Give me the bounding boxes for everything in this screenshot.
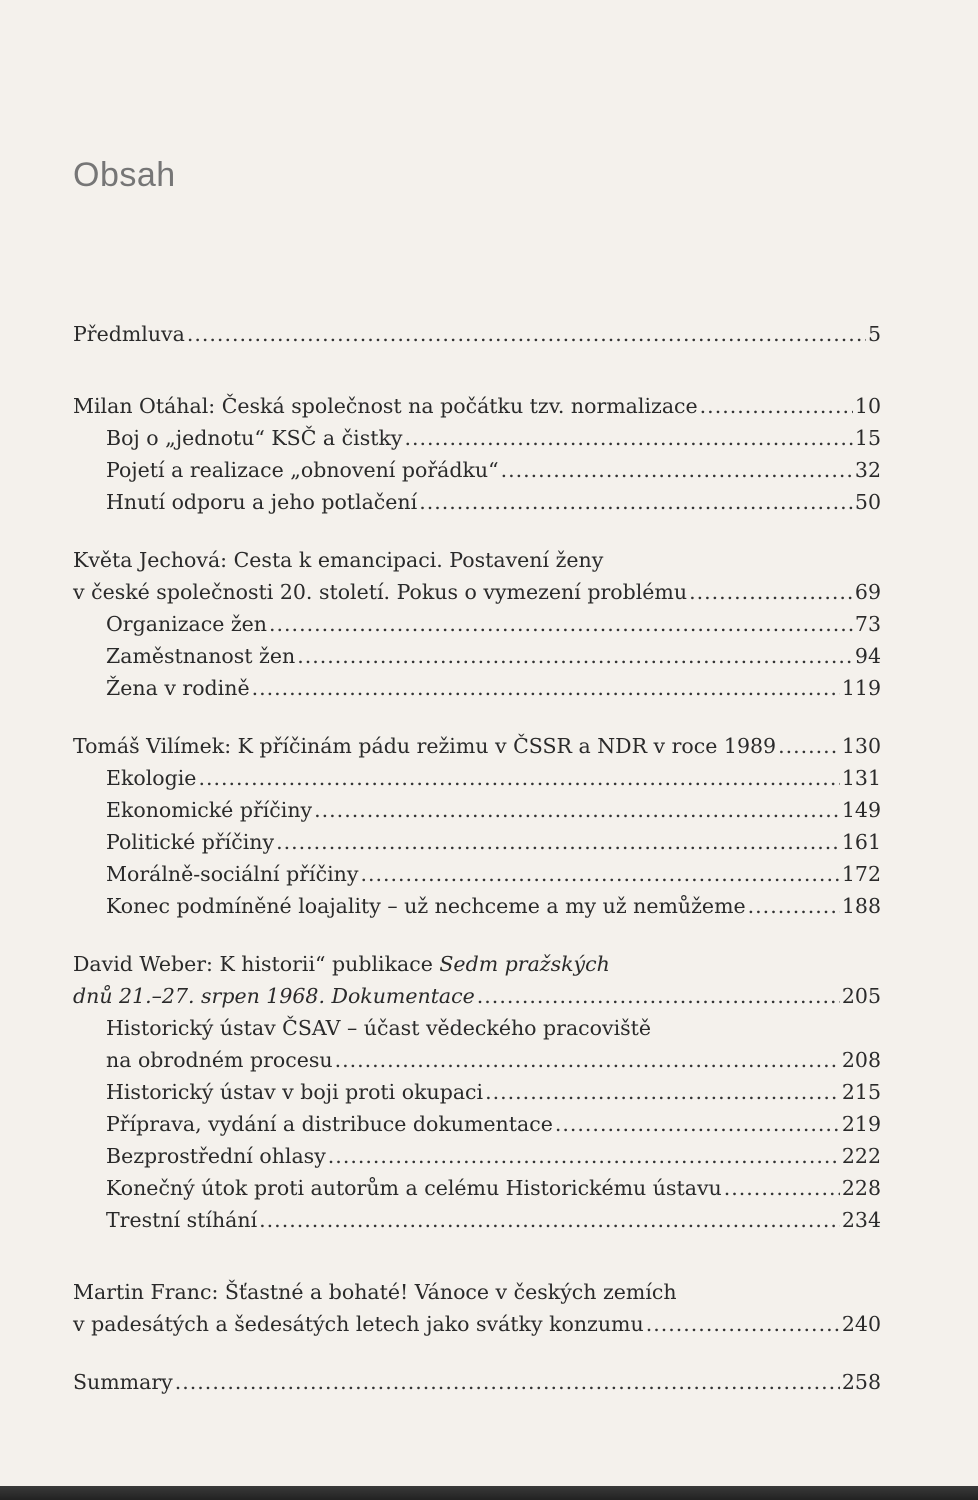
entry-title: Žena v rodině (106, 676, 250, 700)
dot-leader (269, 608, 853, 640)
toc-subentry[interactable] (73, 1204, 881, 1236)
entry-page: 73 (854, 612, 881, 636)
entry-page: 208 (841, 1048, 881, 1072)
dot-leader (314, 794, 840, 826)
entry-title: Boj o „jednotu“ KSČ a čistky (106, 426, 403, 450)
entry-page: 5 (867, 322, 881, 346)
entry-page: 234 (841, 1208, 881, 1232)
dot-leader (485, 1076, 840, 1108)
entry-title: Summary (73, 1370, 173, 1394)
entry-page: 69 (854, 580, 881, 604)
dot-leader (689, 576, 853, 608)
dot-leader (748, 890, 840, 922)
entry-page: 32 (854, 458, 881, 482)
dot-leader (175, 1366, 840, 1398)
entry-title-line[interactable]: Martin Franc: Šťastné a bohaté! Vánoce v českých zemích (73, 1280, 677, 1304)
toc-subentry[interactable] (73, 486, 881, 518)
page-bottom-edge (0, 1486, 978, 1500)
toc-subentry[interactable] (73, 422, 881, 454)
entry-title: Pojetí a realizace „obnovení pořádku“ (106, 458, 499, 482)
toc-subentry[interactable] (73, 672, 881, 704)
toc-group-predmluva (73, 318, 881, 350)
toc-group-vilimek (73, 730, 881, 922)
entry-page: 258 (841, 1370, 881, 1394)
entry-page: 10 (854, 394, 881, 418)
entry-page: 215 (841, 1080, 881, 1104)
entry-title: Tomáš Vilímek: K příčinám pádu režimu v ČSSR a NDR v roce 1989 (73, 734, 777, 758)
toc-subentry[interactable] (73, 794, 881, 826)
toc-group-jechova (73, 544, 881, 704)
entry-page: 94 (854, 644, 881, 668)
dot-leader (360, 858, 839, 890)
toc-subentry[interactable] (73, 762, 881, 794)
dot-leader (328, 1140, 840, 1172)
entry-title-line[interactable]: Květa Jechová: Cesta k emancipaci. Postavení ženy (73, 548, 604, 572)
toc-subentry[interactable] (73, 640, 881, 672)
entry-title: Milan Otáhal: Česká společnost na počátku tzv. normalizace (73, 394, 698, 418)
entry-page: 188 (841, 894, 881, 918)
toc-entry[interactable] (73, 390, 881, 422)
entry-page: 161 (841, 830, 881, 854)
entry-title: Konec podmíněné loajality – už nechceme a my už nemůžeme (106, 894, 746, 918)
toc-subentry[interactable] (73, 890, 881, 922)
toc-subentry[interactable] (73, 826, 881, 858)
entry-page: 172 (841, 862, 881, 886)
entry-title: Trestní stíhání (106, 1208, 258, 1232)
toc-entry[interactable] (73, 318, 881, 350)
toc-entry[interactable] (73, 1308, 881, 1340)
dot-leader (646, 1308, 840, 1340)
entry-page: 219 (841, 1112, 881, 1136)
entry-page: 240 (841, 1312, 881, 1336)
entry-title-line[interactable]: Historický ústav ČSAV – účast vědeckého pracoviště (106, 1016, 652, 1040)
dot-leader (198, 762, 839, 794)
entry-title: v padesátých a šedesátých letech jako svátky konzumu (73, 1312, 644, 1336)
dot-leader (259, 1204, 840, 1236)
toc-entry[interactable] (73, 980, 881, 1012)
entry-title-part: David Weber: K historii“ publikace (73, 952, 440, 976)
page-title: Obsah (73, 156, 176, 194)
entry-title: Příprava, vydání a distribuce dokumentace (106, 1112, 553, 1136)
entry-page: 228 (841, 1176, 881, 1200)
entry-page: 222 (841, 1144, 881, 1168)
entry-page: 119 (841, 676, 881, 700)
dot-leader (419, 486, 853, 518)
entry-title: Konečný útok proti autorům a celému Historickému ústavu (106, 1176, 722, 1200)
dot-leader (187, 318, 866, 350)
entry-title: Historický ústav v boji proti okupaci (106, 1080, 484, 1104)
toc-entry[interactable] (73, 1366, 881, 1398)
dot-leader (724, 1172, 840, 1204)
toc-subentry[interactable] (73, 1172, 881, 1204)
entry-page: 15 (854, 426, 881, 450)
dot-leader (276, 826, 840, 858)
toc-subentry[interactable] (73, 1140, 881, 1172)
entry-title: Morálně-sociální příčiny (106, 862, 359, 886)
toc-group-weber (73, 948, 881, 1236)
entry-title-italic: dnů 21.–27. srpen 1968. Dokumentace (73, 984, 475, 1008)
toc-subentry[interactable] (73, 1044, 881, 1076)
entry-title: na obrodném procesu (106, 1048, 333, 1072)
table-of-contents (73, 318, 881, 1424)
entry-title: Hnutí odporu a jeho potlačení (106, 490, 418, 514)
dot-leader (404, 422, 852, 454)
toc-group-otahal (73, 390, 881, 518)
toc-entry[interactable] (73, 730, 881, 762)
dot-leader (252, 672, 840, 704)
entry-title: Zaměstnanost žen (106, 644, 296, 668)
entry-title-italic: Sedm pražských (439, 952, 610, 976)
entry-title: Bezprostřední ohlasy (106, 1144, 326, 1168)
entry-title: Předmluva (73, 322, 185, 346)
toc-subentry[interactable] (73, 1108, 881, 1140)
toc-group-summary (73, 1366, 881, 1398)
entry-page: 131 (841, 766, 881, 790)
entry-page: 130 (841, 734, 881, 758)
toc-subentry[interactable] (73, 1076, 881, 1108)
dot-leader (700, 390, 853, 422)
entry-title-line[interactable] (73, 948, 881, 980)
toc-group-franc (73, 1276, 881, 1340)
dot-leader (335, 1044, 840, 1076)
dot-leader (501, 454, 853, 486)
entry-title: Ekologie (106, 766, 197, 790)
entry-title: Ekonomické příčiny (106, 798, 313, 822)
entry-page: 50 (854, 490, 881, 514)
entry-title: Politické příčiny (106, 830, 275, 854)
entry-page: 205 (841, 984, 881, 1008)
dot-leader (778, 730, 840, 762)
toc-subentry[interactable] (73, 858, 881, 890)
dot-leader (297, 640, 853, 672)
dot-leader (555, 1108, 840, 1140)
toc-subentry[interactable] (73, 454, 881, 486)
entry-page: 149 (841, 798, 881, 822)
entry-title: Organizace žen (106, 612, 267, 636)
toc-subentry[interactable] (73, 608, 881, 640)
dot-leader (477, 980, 840, 1012)
toc-entry[interactable] (73, 576, 881, 608)
entry-title: v české společnosti 20. století. Pokus o vymezení problému (73, 580, 688, 604)
